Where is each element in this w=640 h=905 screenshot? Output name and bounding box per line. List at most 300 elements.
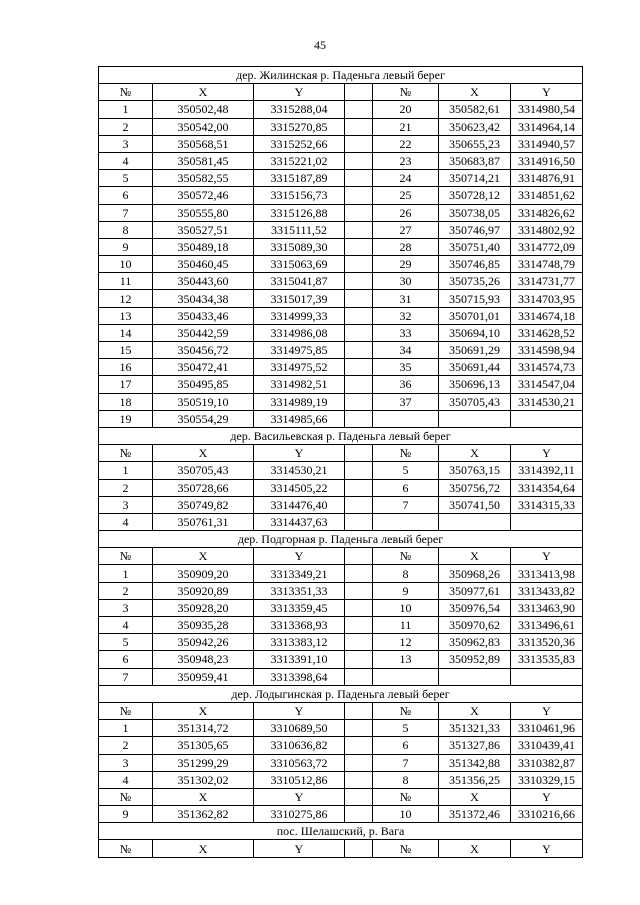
coordinates-table-body xyxy=(99,67,583,858)
column-gap xyxy=(345,788,373,805)
table-row xyxy=(99,651,583,668)
x-coordinate: 350761,31 xyxy=(153,513,254,530)
y-coordinate: 3314982,51 xyxy=(254,376,345,393)
column-header-number: № xyxy=(373,84,439,101)
column-gap xyxy=(345,393,373,410)
x-coordinate: 350572,46 xyxy=(153,187,254,204)
table-row xyxy=(99,376,583,393)
x-coordinate: 350489,18 xyxy=(153,238,254,255)
y-coordinate: 3315221,02 xyxy=(254,152,345,169)
x-coordinate: 350952,89 xyxy=(439,651,511,668)
point-number: 25 xyxy=(373,187,439,204)
y-coordinate: 3313413,98 xyxy=(511,565,583,582)
y-coordinate: 3313520,36 xyxy=(511,634,583,651)
point-number: 5 xyxy=(99,634,153,651)
y-coordinate: 3313463,90 xyxy=(511,599,583,616)
y-coordinate: 3314731,77 xyxy=(511,273,583,290)
column-header-x: X xyxy=(439,840,511,857)
x-coordinate: 350920,89 xyxy=(153,582,254,599)
column-gap xyxy=(345,496,373,513)
table-row xyxy=(99,135,583,152)
column-gap xyxy=(345,668,373,685)
y-coordinate: 3314802,92 xyxy=(511,221,583,238)
column-header-number: № xyxy=(373,702,439,719)
x-coordinate: 350968,26 xyxy=(439,565,511,582)
table-row xyxy=(99,238,583,255)
point-number: 23 xyxy=(373,152,439,169)
section-title-row xyxy=(99,531,583,548)
x-coordinate: 350460,45 xyxy=(153,256,254,273)
table-row xyxy=(99,290,583,307)
x-coordinate: 351305,65 xyxy=(153,737,254,754)
y-coordinate: 3314999,33 xyxy=(254,307,345,324)
point-number: 6 xyxy=(373,737,439,754)
section-title: дер. Васильевская р. Паденьга левый берег xyxy=(99,427,583,444)
point-number: 5 xyxy=(373,462,439,479)
point-number: 8 xyxy=(373,565,439,582)
column-header-x: X xyxy=(153,788,254,805)
point-number: 10 xyxy=(373,806,439,823)
point-number: 11 xyxy=(373,617,439,634)
y-coordinate: 3314826,62 xyxy=(511,204,583,221)
column-gap xyxy=(345,806,373,823)
column-gap xyxy=(345,582,373,599)
section-title-row xyxy=(99,823,583,840)
point-number: 4 xyxy=(99,617,153,634)
point-number: 17 xyxy=(99,376,153,393)
point-number: 6 xyxy=(373,479,439,496)
column-gap xyxy=(345,187,373,204)
column-header-number: № xyxy=(373,840,439,857)
x-coordinate: 350976,54 xyxy=(439,599,511,616)
table-row xyxy=(99,617,583,634)
column-gap xyxy=(345,84,373,101)
column-header-y: Y xyxy=(511,548,583,565)
column-gap xyxy=(345,204,373,221)
y-coordinate: 3313368,93 xyxy=(254,617,345,634)
point-number: 36 xyxy=(373,376,439,393)
x-coordinate: 350735,26 xyxy=(439,273,511,290)
y-coordinate: 3310275,86 xyxy=(254,806,345,823)
table-row xyxy=(99,342,583,359)
table-row xyxy=(99,565,583,582)
column-gap xyxy=(345,737,373,754)
column-header-number: № xyxy=(99,702,153,719)
column-gap xyxy=(345,565,373,582)
table-row xyxy=(99,479,583,496)
point-number: 5 xyxy=(99,170,153,187)
column-gap xyxy=(345,273,373,290)
x-coordinate: 350705,43 xyxy=(439,393,511,410)
y-coordinate: 3315063,69 xyxy=(254,256,345,273)
point-number: 3 xyxy=(99,754,153,771)
x-coordinate: 350655,23 xyxy=(439,135,511,152)
column-gap xyxy=(345,118,373,135)
x-coordinate: 350948,23 xyxy=(153,651,254,668)
y-coordinate: 3314315,33 xyxy=(511,496,583,513)
column-gap xyxy=(345,840,373,857)
x-coordinate: 350555,80 xyxy=(153,204,254,221)
column-header-row xyxy=(99,702,583,719)
y-coordinate xyxy=(511,513,583,530)
point-number: 7 xyxy=(99,204,153,221)
y-coordinate: 3314980,54 xyxy=(511,101,583,118)
x-coordinate: 351321,33 xyxy=(439,720,511,737)
x-coordinate: 350502,48 xyxy=(153,101,254,118)
column-gap xyxy=(345,634,373,651)
x-coordinate: 350701,01 xyxy=(439,307,511,324)
column-gap xyxy=(345,101,373,118)
column-header-x: X xyxy=(439,445,511,462)
x-coordinate: 350443,60 xyxy=(153,273,254,290)
point-number: 9 xyxy=(99,238,153,255)
column-header-row xyxy=(99,548,583,565)
point-number: 3 xyxy=(99,599,153,616)
column-gap xyxy=(345,771,373,788)
point-number: 10 xyxy=(99,256,153,273)
x-coordinate: 350714,21 xyxy=(439,170,511,187)
point-number: 34 xyxy=(373,342,439,359)
coordinates-table xyxy=(98,66,583,858)
point-number: 1 xyxy=(99,565,153,582)
y-coordinate: 3314876,91 xyxy=(511,170,583,187)
x-coordinate: 350683,87 xyxy=(439,152,511,169)
column-header-x: X xyxy=(153,445,254,462)
point-number: 21 xyxy=(373,118,439,135)
x-coordinate: 350495,85 xyxy=(153,376,254,393)
y-coordinate: 3310636,82 xyxy=(254,737,345,754)
table-row xyxy=(99,737,583,754)
point-number: 1 xyxy=(99,462,153,479)
column-header-number: № xyxy=(373,788,439,805)
table-row xyxy=(99,634,583,651)
x-coordinate: 350959,41 xyxy=(153,668,254,685)
point-number: 4 xyxy=(99,152,153,169)
point-number: 7 xyxy=(373,496,439,513)
point-number: 4 xyxy=(99,513,153,530)
point-number: 32 xyxy=(373,307,439,324)
table-row xyxy=(99,496,583,513)
point-number: 2 xyxy=(99,582,153,599)
table-row xyxy=(99,101,583,118)
x-coordinate: 350751,40 xyxy=(439,238,511,255)
column-header-row xyxy=(99,788,583,805)
point-number: 14 xyxy=(99,324,153,341)
point-number: 31 xyxy=(373,290,439,307)
y-coordinate: 3315270,85 xyxy=(254,118,345,135)
column-header-y: Y xyxy=(511,702,583,719)
y-coordinate: 3310216,66 xyxy=(511,806,583,823)
point-number: 35 xyxy=(373,359,439,376)
y-coordinate: 3313433,82 xyxy=(511,582,583,599)
column-header-number: № xyxy=(373,445,439,462)
y-coordinate: 3310382,87 xyxy=(511,754,583,771)
y-coordinate: 3314547,04 xyxy=(511,376,583,393)
column-header-y: Y xyxy=(254,702,345,719)
point-number: 19 xyxy=(99,410,153,427)
y-coordinate: 3314354,64 xyxy=(511,479,583,496)
point-number: 6 xyxy=(99,651,153,668)
y-coordinate: 3313535,83 xyxy=(511,651,583,668)
column-gap xyxy=(345,651,373,668)
point-number: 2 xyxy=(99,479,153,496)
x-coordinate: 350935,28 xyxy=(153,617,254,634)
column-gap xyxy=(345,702,373,719)
column-gap xyxy=(345,359,373,376)
y-coordinate: 3313391,10 xyxy=(254,651,345,668)
table-row xyxy=(99,393,583,410)
y-coordinate: 3315089,30 xyxy=(254,238,345,255)
y-coordinate: 3314530,21 xyxy=(254,462,345,479)
column-gap xyxy=(345,376,373,393)
y-coordinate: 3315252,66 xyxy=(254,135,345,152)
column-header-y: Y xyxy=(511,84,583,101)
y-coordinate: 3310439,41 xyxy=(511,737,583,754)
section-title: дер. Подгорная р. Паденьга левый берег xyxy=(99,531,583,548)
point-number: 13 xyxy=(373,651,439,668)
column-header-y: Y xyxy=(254,84,345,101)
table-row xyxy=(99,754,583,771)
x-coordinate: 350909,20 xyxy=(153,565,254,582)
point-number: 4 xyxy=(99,771,153,788)
y-coordinate: 3313351,33 xyxy=(254,582,345,599)
y-coordinate: 3310563,72 xyxy=(254,754,345,771)
y-coordinate: 3314437,63 xyxy=(254,513,345,530)
point-number: 27 xyxy=(373,221,439,238)
x-coordinate: 350738,05 xyxy=(439,204,511,221)
column-header-number: № xyxy=(99,840,153,857)
x-coordinate xyxy=(439,410,511,427)
table-row xyxy=(99,359,583,376)
x-coordinate: 350434,38 xyxy=(153,290,254,307)
column-gap xyxy=(345,479,373,496)
table-row xyxy=(99,582,583,599)
y-coordinate: 3314574,73 xyxy=(511,359,583,376)
x-coordinate: 350623,42 xyxy=(439,118,511,135)
x-coordinate: 350554,29 xyxy=(153,410,254,427)
y-coordinate: 3313359,45 xyxy=(254,599,345,616)
x-coordinate: 350728,66 xyxy=(153,479,254,496)
column-header-y: Y xyxy=(254,445,345,462)
y-coordinate: 3314598,94 xyxy=(511,342,583,359)
section-title: пос. Шелашский, р. Вага xyxy=(99,823,583,840)
point-number: 12 xyxy=(99,290,153,307)
column-header-y: Y xyxy=(254,548,345,565)
x-coordinate: 350582,55 xyxy=(153,170,254,187)
x-coordinate: 350970,62 xyxy=(439,617,511,634)
y-coordinate: 3314628,52 xyxy=(511,324,583,341)
table-row xyxy=(99,771,583,788)
x-coordinate: 350691,29 xyxy=(439,342,511,359)
point-number: 6 xyxy=(99,187,153,204)
y-coordinate: 3315017,39 xyxy=(254,290,345,307)
x-coordinate: 350756,72 xyxy=(439,479,511,496)
x-coordinate xyxy=(439,513,511,530)
point-number: 2 xyxy=(99,118,153,135)
table-row xyxy=(99,324,583,341)
x-coordinate: 351302,02 xyxy=(153,771,254,788)
point-number: 28 xyxy=(373,238,439,255)
x-coordinate: 350749,82 xyxy=(153,496,254,513)
point-number: 5 xyxy=(373,720,439,737)
section-title-row xyxy=(99,67,583,84)
table-row xyxy=(99,170,583,187)
y-coordinate: 3314530,21 xyxy=(511,393,583,410)
column-header-x: X xyxy=(439,788,511,805)
table-row xyxy=(99,513,583,530)
y-coordinate: 3310461,96 xyxy=(511,720,583,737)
column-gap xyxy=(345,617,373,634)
column-header-x: X xyxy=(439,702,511,719)
column-header-y: Y xyxy=(511,788,583,805)
column-gap xyxy=(345,135,373,152)
point-number: 8 xyxy=(373,771,439,788)
column-header-x: X xyxy=(153,84,254,101)
y-coordinate: 3315288,04 xyxy=(254,101,345,118)
y-coordinate: 3314851,62 xyxy=(511,187,583,204)
point-number xyxy=(373,513,439,530)
column-gap xyxy=(345,324,373,341)
table-row xyxy=(99,410,583,427)
column-header-x: X xyxy=(439,84,511,101)
column-header-number: № xyxy=(99,548,153,565)
table-row xyxy=(99,720,583,737)
page-number: 45 xyxy=(314,38,326,52)
y-coordinate: 3315041,87 xyxy=(254,273,345,290)
table-row xyxy=(99,668,583,685)
column-header-number: № xyxy=(373,548,439,565)
column-gap xyxy=(345,238,373,255)
table-row xyxy=(99,599,583,616)
x-coordinate: 350746,97 xyxy=(439,221,511,238)
column-header-row xyxy=(99,840,583,857)
column-gap xyxy=(345,720,373,737)
x-coordinate: 350581,45 xyxy=(153,152,254,169)
x-coordinate: 350715,93 xyxy=(439,290,511,307)
point-number: 15 xyxy=(99,342,153,359)
x-coordinate: 350696,13 xyxy=(439,376,511,393)
point-number: 16 xyxy=(99,359,153,376)
y-coordinate: 3313349,21 xyxy=(254,565,345,582)
point-number: 10 xyxy=(373,599,439,616)
x-coordinate: 350705,43 xyxy=(153,462,254,479)
y-coordinate: 3314986,08 xyxy=(254,324,345,341)
x-coordinate: 350542,00 xyxy=(153,118,254,135)
point-number: 29 xyxy=(373,256,439,273)
x-coordinate: 350694,10 xyxy=(439,324,511,341)
table-row xyxy=(99,118,583,135)
point-number: 8 xyxy=(99,221,153,238)
point-number: 11 xyxy=(99,273,153,290)
x-coordinate: 350741,50 xyxy=(439,496,511,513)
column-gap xyxy=(345,170,373,187)
column-gap xyxy=(345,221,373,238)
table-row xyxy=(99,462,583,479)
section-title: дер. Жилинская р. Паденьга левый берег xyxy=(99,67,583,84)
column-gap xyxy=(345,307,373,324)
point-number: 9 xyxy=(99,806,153,823)
x-coordinate: 350928,20 xyxy=(153,599,254,616)
y-coordinate xyxy=(511,410,583,427)
x-coordinate: 350746,85 xyxy=(439,256,511,273)
point-number: 13 xyxy=(99,307,153,324)
point-number: 2 xyxy=(99,737,153,754)
point-number: 9 xyxy=(373,582,439,599)
x-coordinate: 350568,51 xyxy=(153,135,254,152)
x-coordinate: 350691,44 xyxy=(439,359,511,376)
y-coordinate: 3310512,86 xyxy=(254,771,345,788)
column-gap xyxy=(345,256,373,273)
y-coordinate: 3314940,57 xyxy=(511,135,583,152)
y-coordinate: 3310689,50 xyxy=(254,720,345,737)
y-coordinate xyxy=(511,668,583,685)
y-coordinate: 3314916,50 xyxy=(511,152,583,169)
x-coordinate xyxy=(439,668,511,685)
table-row xyxy=(99,221,583,238)
x-coordinate: 351299,29 xyxy=(153,754,254,771)
table-row xyxy=(99,204,583,221)
column-header-number: № xyxy=(99,445,153,462)
point-number: 30 xyxy=(373,273,439,290)
x-coordinate: 350433,46 xyxy=(153,307,254,324)
point-number: 1 xyxy=(99,720,153,737)
x-coordinate: 350456,72 xyxy=(153,342,254,359)
y-coordinate: 3314985,66 xyxy=(254,410,345,427)
point-number: 24 xyxy=(373,170,439,187)
y-coordinate: 3310329,15 xyxy=(511,771,583,788)
column-header-row xyxy=(99,445,583,462)
table-row xyxy=(99,806,583,823)
x-coordinate: 350527,51 xyxy=(153,221,254,238)
x-coordinate: 350519,10 xyxy=(153,393,254,410)
column-gap xyxy=(345,445,373,462)
x-coordinate: 351327,86 xyxy=(439,737,511,754)
x-coordinate: 351372,46 xyxy=(439,806,511,823)
section-title-row xyxy=(99,427,583,444)
y-coordinate: 3314975,52 xyxy=(254,359,345,376)
y-coordinate: 3314772,09 xyxy=(511,238,583,255)
point-number: 7 xyxy=(373,754,439,771)
point-number: 7 xyxy=(99,668,153,685)
y-coordinate: 3313398,64 xyxy=(254,668,345,685)
y-coordinate: 3314703,95 xyxy=(511,290,583,307)
x-coordinate: 350442,59 xyxy=(153,324,254,341)
point-number: 20 xyxy=(373,101,439,118)
y-coordinate: 3314476,40 xyxy=(254,496,345,513)
x-coordinate: 351362,82 xyxy=(153,806,254,823)
x-coordinate: 350763,15 xyxy=(439,462,511,479)
column-header-number: № xyxy=(99,788,153,805)
y-coordinate: 3315187,89 xyxy=(254,170,345,187)
x-coordinate: 351342,88 xyxy=(439,754,511,771)
table-row xyxy=(99,256,583,273)
column-gap xyxy=(345,754,373,771)
table-row xyxy=(99,187,583,204)
column-gap xyxy=(345,410,373,427)
point-number: 22 xyxy=(373,135,439,152)
point-number xyxy=(373,410,439,427)
y-coordinate: 3314989,19 xyxy=(254,393,345,410)
column-gap xyxy=(345,342,373,359)
x-coordinate: 350942,26 xyxy=(153,634,254,651)
x-coordinate: 351356,25 xyxy=(439,771,511,788)
column-header-y: Y xyxy=(254,840,345,857)
column-header-x: X xyxy=(153,840,254,857)
y-coordinate: 3315111,52 xyxy=(254,221,345,238)
x-coordinate: 350977,61 xyxy=(439,582,511,599)
column-header-y: Y xyxy=(511,840,583,857)
point-number: 1 xyxy=(99,101,153,118)
